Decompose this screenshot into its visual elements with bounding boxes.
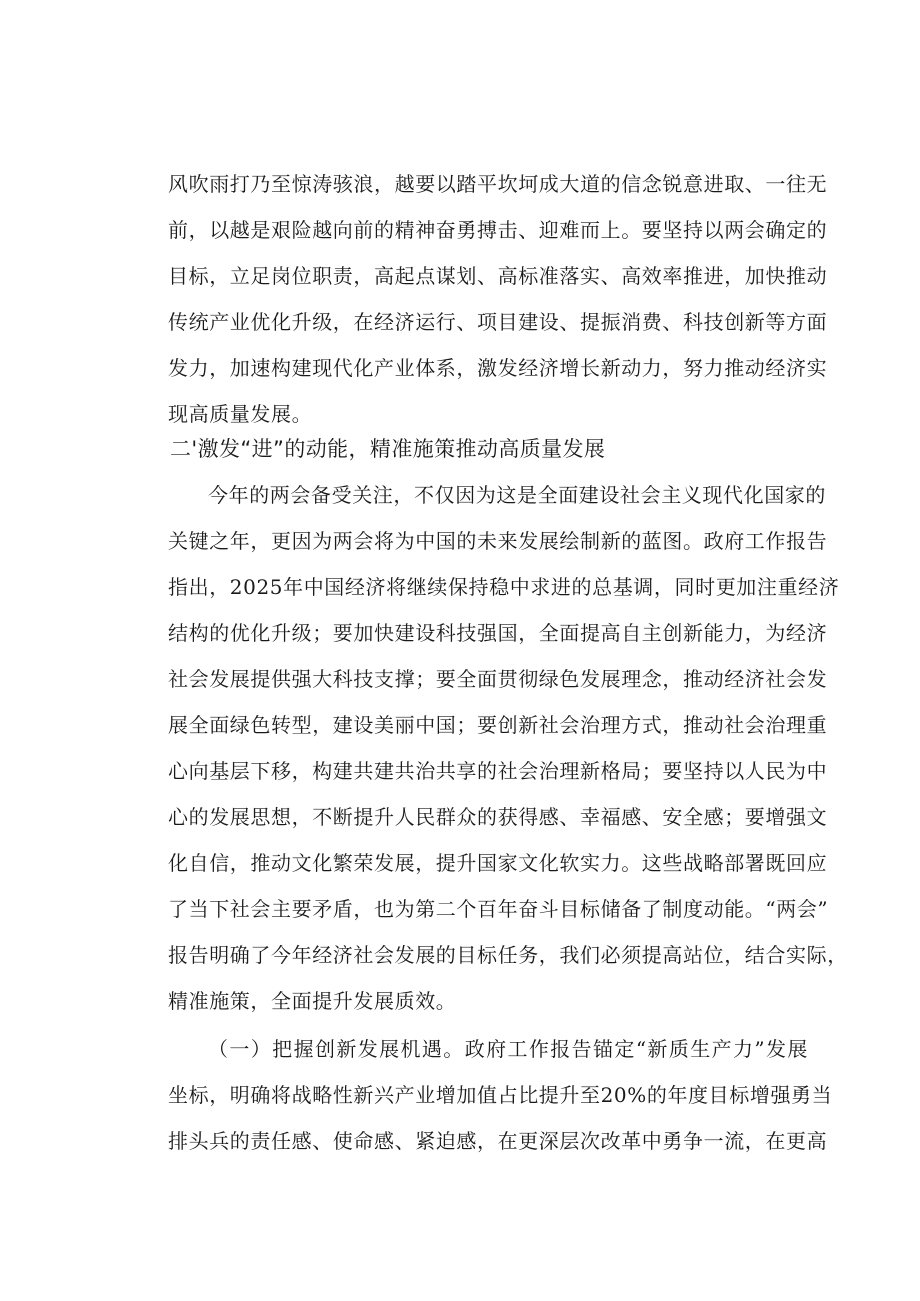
paragraph-2-line-6: 展全面绿色转型，建设美丽中国；要创新社会治理方式，推动社会治理重 [168,713,828,737]
paragraph-1-line-2: 前，以越是艰险越向前的精神奋勇搏击、迎难而上。要坚持以两会确定的 [168,218,828,242]
paragraph-2-line-8: 心的发展思想，不断提升人民群众的获得感、幸福感、安全感；要增强文 [168,805,828,829]
paragraph-2-line-9: 化自信，推动文化繁荣发展，提升国家文化软实力。这些战略部署既回应 [168,851,828,875]
paragraph-1-line-5: 发力，加速构建现代化产业体系，激发经济增长新动力，努力推动经济实 [168,356,828,380]
paragraph-2-line-10: 了当下社会主要矛盾，也为第二个百年奋斗目标储备了制度动能。“两会” [168,897,829,921]
paragraph-2-line-4: 结构的优化升级；要加快建设科技强国，全面提高自主创新能力，为经济 [168,621,828,645]
paragraph-3-line-3: 排头兵的责任感、使命感、紧迫感，在更深层次改革中勇争一流，在更高 [168,1129,828,1153]
paragraph-1-line-1: 风吹雨打乃至惊涛骇浪，越要以踏平坎坷成大道的信念锐意进取、一往无 [168,172,828,196]
paragraph-2-line-12: 精准施策，全面提升发展质效。 [168,989,457,1013]
paragraph-1-line-4: 传统产业优化升级，在经济运行、项目建设、提振消费、科技创新等方面 [168,310,828,334]
paragraph-1-line-6: 现高质量发展。 [168,402,313,426]
paragraph-2-line-11: 报告明确了今年经济社会发展的目标任务，我们必须提高站位，结合实际， [168,943,848,967]
paragraph-2-line-1: 今年的两会备受关注，不仅因为这是全面建设社会主义现代化国家的 [208,483,826,507]
paragraph-2-line-3: 指出，2025年中国经济将继续保持稳中求进的总基调，同时更加注重经济 [168,575,840,599]
paragraph-1-line-3: 目标，立足岗位职责，高起点谋划、高标准落实、高效率推进，加快推动 [168,264,828,288]
section-heading: 二'激发“进”的动能，精准施策推动高质量发展 [170,437,606,461]
paragraph-2-line-5: 社会发展提供强大科技支撑；要全面贯彻绿色发展理念，推动经济社会发 [168,667,828,691]
paragraph-2-line-2: 关键之年，更因为两会将为中国的未来发展绘制新的蓝图。政府工作报告 [168,529,828,553]
paragraph-2-line-7: 心向基层下移，构建共建共治共享的社会治理新格局；要坚持以人民为中 [168,759,828,783]
paragraph-3-line-1: （一）把握创新发展机遇。政府工作报告锚定“新质生产力”发展 [208,1037,808,1061]
paragraph-3-line-2: 坐标，明确将战略性新兴产业增加值占比提升至20%的年度目标增强勇当 [168,1083,833,1107]
